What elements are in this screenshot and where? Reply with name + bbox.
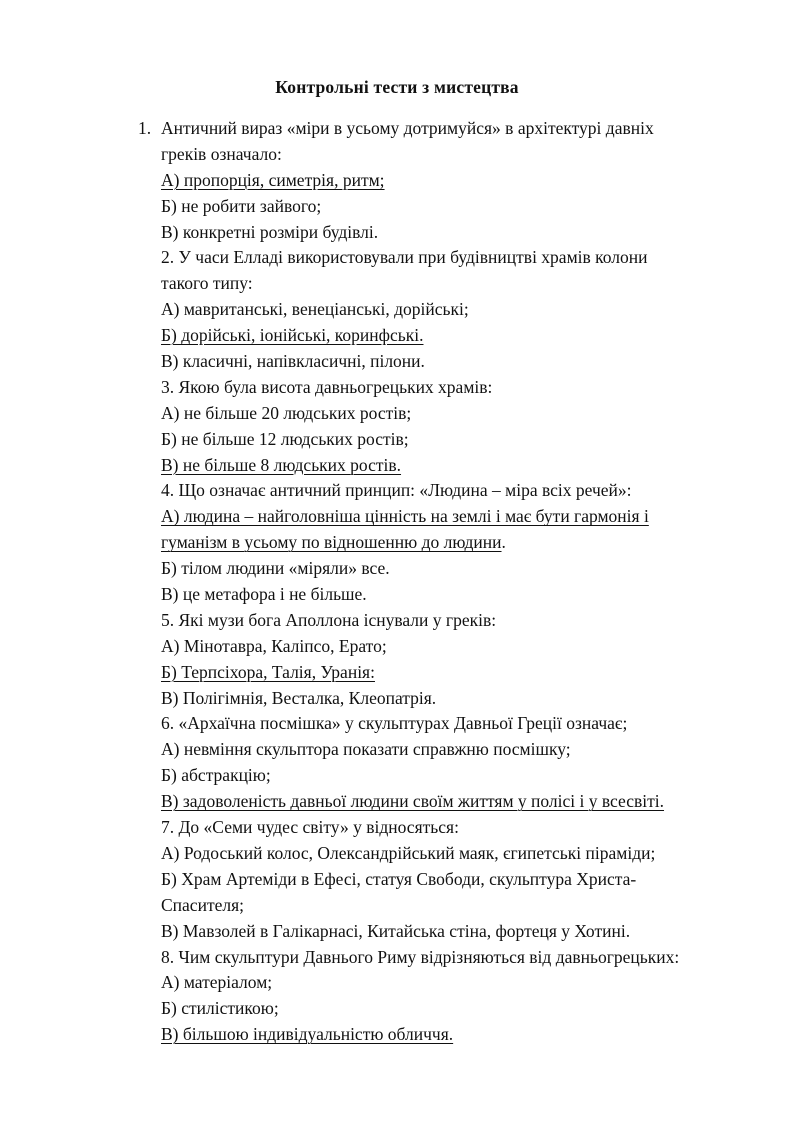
- correct-answer-text: гуманізм в усьому по відношенню до людини: [161, 532, 502, 553]
- line-text: В) класичні, напівкласичні, пілони.: [161, 351, 425, 372]
- line-text: А) Родоський колос, Олександрійський маяк, єгипетські піраміди;: [161, 842, 656, 863]
- text-line: [161, 271, 751, 297]
- text-line: [161, 660, 751, 686]
- line-text: А) матеріалом;: [161, 972, 273, 993]
- text-line: [161, 970, 751, 996]
- line-text: 7. До «Семи чудес світу» у відносяться:: [161, 817, 459, 838]
- text-line: [161, 168, 751, 194]
- text-line: [161, 815, 751, 841]
- line-text: В) Полігімнія, Весталка, Клеопатрія.: [161, 687, 437, 708]
- text-line: [161, 919, 751, 945]
- text-line: [161, 893, 751, 919]
- text-line: [161, 686, 751, 712]
- text-line: [161, 375, 751, 401]
- line-text: А) Мінотавра, Каліпсо, Ерато;: [161, 635, 387, 656]
- text-line: [161, 711, 751, 737]
- text-line: [161, 427, 751, 453]
- text-line: [161, 996, 751, 1022]
- text-line: [161, 789, 751, 815]
- text-line: [161, 116, 751, 142]
- text-line: [161, 194, 751, 220]
- line-text: А) мавританські, венеціанські, дорійські;: [161, 299, 469, 320]
- line-text: Античний вираз «міри в усьому дотримуйся» в архітектурі давніх: [161, 118, 654, 138]
- text-line: [161, 297, 751, 323]
- line-text: В) Мавзолей в Галікарнасі, Китайська стіна, фортеця у Хотині.: [161, 920, 631, 941]
- text-line: [161, 323, 751, 349]
- line-text: А) не більше 20 людських ростів;: [161, 402, 412, 423]
- text-line: [161, 634, 751, 660]
- line-text: 6. «Архаїчна посмішка» у скульптурах Давньої Греції означає;: [161, 713, 628, 734]
- line-text: В) конкретні розміри будівлі.: [161, 221, 379, 242]
- line-tail: .: [501, 532, 506, 553]
- page-title: Контрольні тести з мистецтва: [275, 77, 519, 97]
- correct-answer-text: В) не більше 8 людських ростів.: [161, 454, 402, 475]
- line-text: 3. Якою була висота давньогрецьких храмів:: [161, 376, 493, 397]
- text-line: [161, 245, 751, 271]
- line-text: такого типу:: [161, 273, 253, 294]
- line-text: Б) абстракцію;: [161, 765, 271, 786]
- correct-answer-text: В) задоволеність давньої людини своїм життям у полісі і у всесвіті.: [161, 791, 665, 812]
- text-line: [161, 401, 751, 427]
- text-line: [161, 220, 751, 246]
- line-text: Б) Храм Артеміди в Ефесі, статуя Свободи, скульптура Христа-: [161, 868, 637, 889]
- text-line: [161, 142, 751, 168]
- line-text: Б) тілом людини «міряли» все.: [161, 558, 390, 579]
- line-text: Б) не робити зайвого;: [161, 195, 322, 216]
- line-text: В) це метафора і не більше.: [161, 584, 367, 605]
- correct-answer-text: А) пропорція, симетрія, ритм;: [161, 169, 385, 190]
- line-text: 5. Які музи бога Аполлона існували у греків:: [161, 609, 497, 630]
- correct-answer-text: Б) Терпсіхора, Талія, Уранія:: [161, 661, 375, 682]
- line-text: греків означало:: [161, 143, 282, 164]
- text-line: [161, 608, 751, 634]
- line-text: Б) не більше 12 людських ростів;: [161, 428, 409, 449]
- text-line: [161, 737, 751, 763]
- correct-answer-text: В) більшою індивідуальністю обличчя.: [161, 1024, 454, 1045]
- line-text: 4. Що означає античний принцип: «Людина – міра всіх речей»:: [161, 480, 632, 501]
- text-line: [161, 530, 751, 556]
- text-line: [161, 841, 751, 867]
- text-line: [161, 453, 751, 479]
- correct-answer-text: Б) дорійські, іонійські, коринфські.: [161, 325, 424, 346]
- text-line: [161, 763, 751, 789]
- correct-answer-text: А) людина – найголовніша цінність на землі і має бути гармонія і: [161, 506, 649, 527]
- text-line: [161, 582, 751, 608]
- text-line: [161, 478, 751, 504]
- text-line: [161, 556, 751, 582]
- line-text: 2. У часи Елладі використовували при будівництві храмів колони: [161, 247, 648, 268]
- line-text: А) невміння скульптора показати справжню посмішку;: [161, 739, 571, 760]
- text-line: [161, 867, 751, 893]
- text-line: [161, 349, 751, 375]
- line-text: Б) стилістикою;: [161, 998, 279, 1019]
- test-content: [138, 116, 751, 1048]
- text-line: [161, 945, 751, 971]
- text-line: [161, 504, 751, 530]
- line-text: Спасителя;: [161, 894, 244, 915]
- text-line: [161, 1022, 751, 1048]
- list-number: 1.: [138, 118, 152, 138]
- line-text: 8. Чим скульптури Давнього Риму відрізняються від давньогрецьких:: [161, 946, 680, 967]
